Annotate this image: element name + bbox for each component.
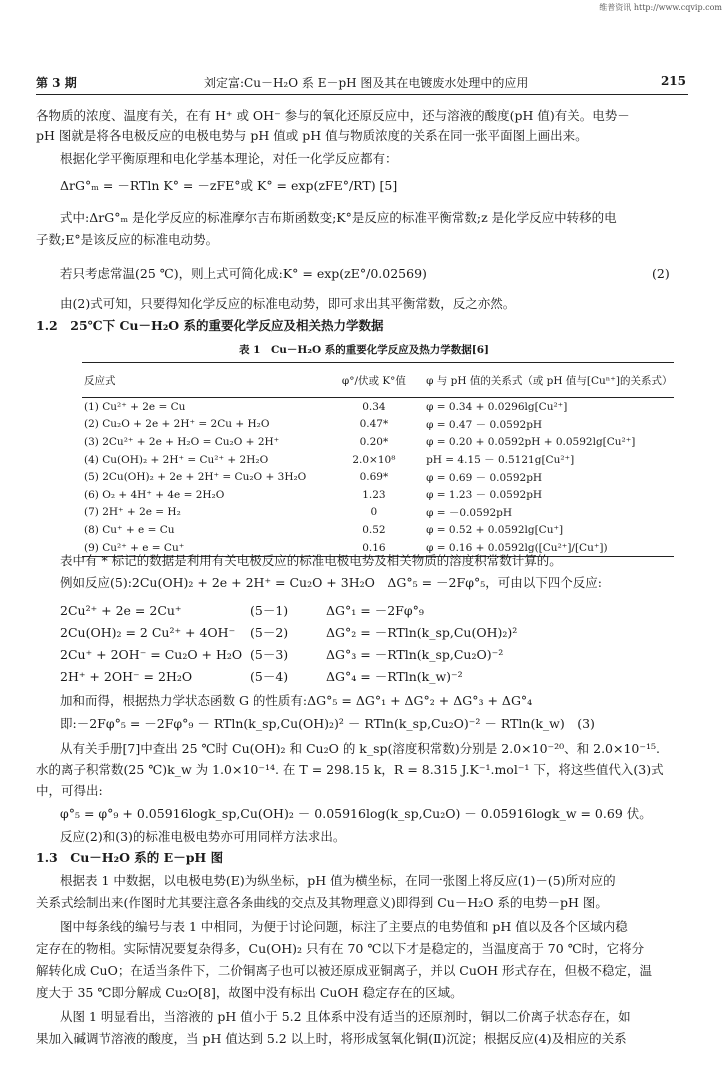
table-cell: (3) 2Cu²⁺ + 2e + H₂O = Cu₂O + 2H⁺ xyxy=(84,435,280,448)
reaction-gibbs: ΔG°₄ = －RTln(k_w)⁻² xyxy=(326,669,463,684)
table-cell: 0.20* xyxy=(359,435,389,448)
table-cell: (9) Cu²⁺ + e = Cu⁺ xyxy=(82,539,324,557)
paragraph-line: 加和而得，根据热力学状态函数 G 的性质有:ΔG°₅ = ΔG°₁ + ΔG°₂ + ΔG°₃ + ΔG°₄ xyxy=(60,693,533,708)
paragraph-line: 各物质的浓度、温度有关，在有 H⁺ 或 OH⁻ 参与的氧化还原反应中，还与溶液的酸度(pH 值)有关。电势－ xyxy=(36,108,630,123)
table-cell: (5) 2Cu(OH)₂ + 2e + 2H⁺ = Cu₂O + 3H₂O xyxy=(84,471,307,484)
table-row xyxy=(82,468,674,486)
data-table xyxy=(82,362,674,557)
paragraph-line: 子数;E°是该反应的标准电动势。 xyxy=(36,232,219,247)
reaction-number: (5－1) xyxy=(250,603,289,618)
paragraph-line: 反应(2)和(3)的标准电极电势亦可用同样方法求出。 xyxy=(60,829,346,844)
reaction-equation: 2Cu⁺ + 2OH⁻ = Cu₂O + H₂O xyxy=(60,647,243,662)
table-row xyxy=(82,433,674,451)
table-caption: 表 1 Cu－H₂O 系的重要化学反应及热力学数据[6] xyxy=(238,344,489,356)
table-cell: (2) Cu₂O + 2e + 2H⁺ = 2Cu + H₂O xyxy=(84,418,270,431)
paragraph-line: 表中有 * 标记的数据是利用有关电极反应的标准电极电势及相关物质的溶度积常数计算的。 xyxy=(60,553,562,568)
paragraph-line: 定存在的物相。实际情况要复杂得多，Cu(OH)₂ 只有在 70 ℃以下才是稳定的，当温度高于 70 ℃时，它将分 xyxy=(36,941,645,956)
table-cell: 0.34 xyxy=(362,400,386,413)
table-row xyxy=(82,521,674,539)
paragraph-line: pH 图就是将各电极反应的电极电势与 pH 值或 pH 值与物质浓度的关系在同一张平面图上画出来。 xyxy=(36,128,588,143)
paragraph-line: 从有关手册[7]中查出 25 ℃时 Cu(OH)₂ 和 Cu₂O 的 k_sp(溶度积常数)分别是 2.0×10⁻²⁰、和 2.0×10⁻¹⁵. xyxy=(60,741,660,756)
watermark: 维普资讯 http://www.cqvip.com xyxy=(599,3,722,12)
paragraph-line: 关系式绘制出来(作图时尤其要注意各条曲线的交点及其物理意义)即得到 Cu－H₂O 系的电势－pH 图。 xyxy=(36,895,608,910)
table-header: φ 与 pH 值的关系式（或 pH 值与[Cuⁿ⁺]的关系式） xyxy=(424,363,674,398)
table-cell: (1) Cu²⁺ + 2e = Cu xyxy=(84,400,186,413)
reaction-number: (5－3) xyxy=(250,647,289,662)
table-cell: (7) 2H⁺ + 2e = H₂ xyxy=(84,506,181,519)
table-cell: φ = 0.69 － 0.0592pH xyxy=(426,471,543,484)
table-header: φ°/伏或 K°值 xyxy=(324,363,424,398)
paragraph-line: 解转化成 CuO；在适当条件下，二价铜离子也可以被还原成亚铜离子，并以 CuOH 形式存在，但极不稳定，温 xyxy=(36,963,653,978)
paragraph-line: 根据表 1 中数据，以电极电势(E)为纵坐标，pH 值为横坐标，在同一张图上将反应(1)－(5)所对应的 xyxy=(60,873,616,888)
running-header xyxy=(36,72,688,95)
table-cell: (8) Cu⁺ + e = Cu xyxy=(84,523,175,536)
table-cell: 1.23 xyxy=(362,488,386,501)
reaction-equation: 2Cu(OH)₂ = 2 Cu²⁺ + 4OH⁻ xyxy=(60,625,236,640)
table-cell: φ = 0.52 + 0.0592lg[Cu⁺] xyxy=(426,523,564,536)
table-cell: pH = 4.15 － 0.5121g[Cu²⁺] xyxy=(426,454,575,467)
table-row xyxy=(82,451,674,469)
table-cell: φ = 0.20 + 0.0592pH + 0.0592lg[Cu²⁺] xyxy=(426,435,636,448)
table-cell: (4) Cu(OH)₂ + 2H⁺ = Cu²⁺ + 2H₂O xyxy=(84,453,269,466)
table-cell: φ = －0.0592pH xyxy=(426,506,513,519)
table-cell: (6) O₂ + 4H⁺ + 4e = 2H₂O xyxy=(84,488,225,501)
section-heading-1-2: 1.2 25℃下 Cu－H₂O 系的重要化学反应及相关热力学数据 xyxy=(36,318,384,333)
page-number: 215 xyxy=(660,74,686,88)
table-cell: 0 xyxy=(370,506,378,519)
paragraph-line: 果加入碱调节溶液的酸度，当 pH 值达到 5.2 以上时，将形成氢氧化铜(Ⅱ)沉淀；根据反应(4)及相应的关系 xyxy=(36,1031,627,1046)
paragraph-line: 水的离子积常数(25 ℃)k_w 为 1.0×10⁻¹⁴. 在 T = 298.15 k，R = 8.315 J.K⁻¹.mol⁻¹ 下，将这些值代入(3)式 xyxy=(36,762,664,777)
table-row xyxy=(82,486,674,504)
paragraph-line: 中，可得出: xyxy=(36,783,103,798)
issue-label: 第 3 期 xyxy=(36,76,77,90)
table-cell: φ = 0.16 + 0.0592lg([Cu²⁺]/[Cu⁺]) xyxy=(424,539,674,557)
equation-1: ΔrG°ₘ = －RTln K° = －zFE°或 K° = exp(zFE°/RT) [5] xyxy=(60,178,398,193)
running-title: 刘定富:Cu－H₂O 系 E－pH 图及其在电镀废水处理中的应用 xyxy=(204,76,529,90)
paragraph-line: 式中:ΔrG°ₘ 是化学反应的标准摩尔吉布斯函数变;K°是反应的标准平衡常数;z 是化学反应中转移的电 xyxy=(60,210,617,225)
table-header: 反应式 xyxy=(82,363,324,398)
paragraph-line: 度大于 35 ℃即分解成 Cu₂O[8]，故图中没有标出 CuOH 稳定存在的区域。 xyxy=(36,985,463,1000)
table-row xyxy=(82,504,674,522)
table-cell: 0.16 xyxy=(324,539,424,557)
equation-result: φ°₅ = φ°₉ + 0.05916logk_sp,Cu(OH)₂ － 0.05916log(k_sp,Cu₂O) － 0.05916logk_w = 0.69 伏。 xyxy=(60,806,652,821)
table-cell: 0.69* xyxy=(359,471,389,484)
table-row xyxy=(82,416,674,434)
paragraph-line: 图中每条线的编号与表 1 中相同，为便于讨论问题，标注了主要点的电势值和 pH 值以及各个区域内稳 xyxy=(60,919,628,934)
reaction-gibbs: ΔG°₃ = －RTln(k_sp,Cu₂O)⁻² xyxy=(326,647,504,662)
section-heading-1-3: 1.3 Cu－H₂O 系的 E－pH 图 xyxy=(36,850,224,865)
paragraph-line: 由(2)式可知，只要得知化学反应的标准电动势，即可求出其平衡常数，反之亦然。 xyxy=(60,296,516,311)
table-cell: 0.52 xyxy=(362,523,386,536)
table-cell: 2.0×10⁸ xyxy=(352,453,396,466)
paragraph-line: 例如反应(5):2Cu(OH)₂ + 2e + 2H⁺ = Cu₂O + 3H₂O ΔG°₅ = －2Fφ°₅，可由以下四个反应: xyxy=(60,575,602,590)
paragraph-line: 根据化学平衡原理和电化学基本理论，对任一化学反应都有： xyxy=(60,151,398,166)
reaction-number: (5－2) xyxy=(250,625,289,640)
equation-2-number: (2) xyxy=(652,266,670,281)
paragraph-line: 从图 1 明显看出，当溶液的 pH 值小于 5.2 且体系中没有适当的还原剂时，铜以二价离子状态存在，如 xyxy=(60,1009,631,1024)
reaction-gibbs: ΔG°₂ = －RTln(k_sp,Cu(OH)₂)² xyxy=(326,625,518,640)
table-cell: 0.47* xyxy=(359,418,389,431)
reaction-equation: 2Cu²⁺ + 2e = 2Cu⁺ xyxy=(60,603,182,618)
reaction-equation: 2H⁺ + 2OH⁻ = 2H₂O xyxy=(60,669,193,684)
table-cell: φ = 0.47 － 0.0592pH xyxy=(426,418,543,431)
reaction-number: (5－4) xyxy=(250,669,289,684)
reaction-gibbs: ΔG°₁ = －2Fφ°₉ xyxy=(326,603,424,618)
equation-2: 若只考虑常温(25 ℃)，则上式可简化成:K° = exp(zE°/0.02569) xyxy=(60,266,427,281)
paragraph-line: 即:－2Fφ°₅ = －2Fφ°₉ － RTln(k_sp,Cu(OH)₂)² － RTln(k_sp,Cu₂O)⁻² － RTln(k_w) (3) xyxy=(60,716,595,731)
table-cell: φ = 1.23 － 0.0592pH xyxy=(426,489,543,502)
table-cell: φ = 0.34 + 0.0296lg[Cu²⁺] xyxy=(426,400,568,413)
table-row xyxy=(82,398,674,416)
